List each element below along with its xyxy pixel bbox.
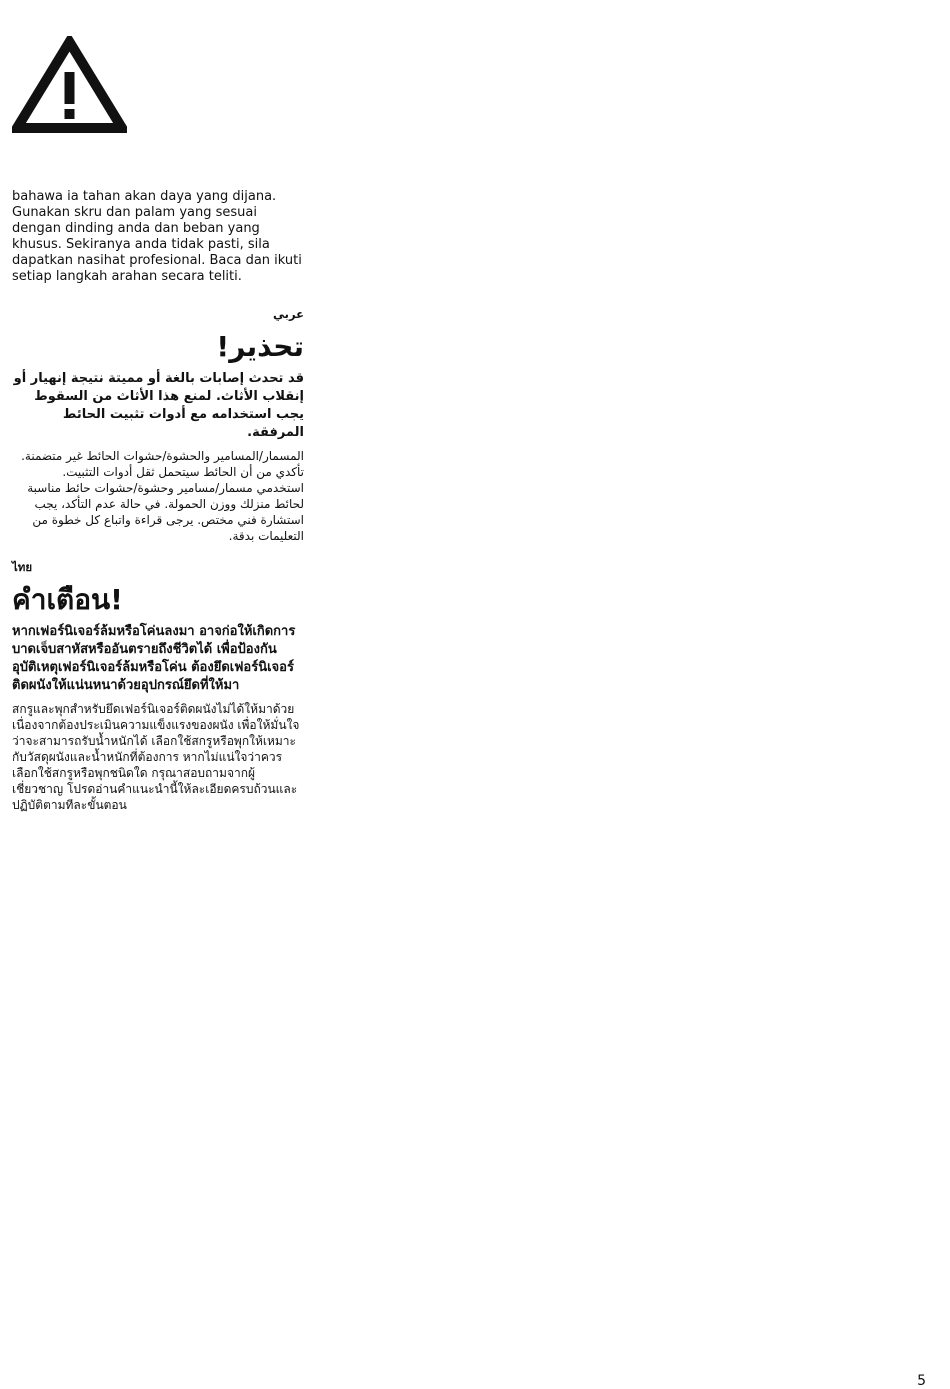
- continued-instructions: [12, 189, 304, 285]
- warning-triangle-icon: [12, 36, 127, 134]
- page-number: 5: [917, 1373, 926, 1389]
- section-arabic: [12, 306, 304, 544]
- language-label-arabic: عربي: [273, 307, 304, 321]
- warning-statement-arabic: قد تحدث إصابات بالغة أو مميتة نتيجة إنهيار أو إنقلاب الأثاث. لمنع هذا الأثاث من السقوط يجب استخدامه مع أدوات تثبيت الحائط المرفقة.: [13, 371, 304, 440]
- language-label-thai: ไทย: [12, 560, 33, 574]
- warning-body-thai: สกรูและพุกสำหรับยึดเฟอร์นิเจอร์ติดผนังไม่ได้ให้มาด้วย เนื่องจากต้องประเมินความแข็งแรงของผนัง เพื่อให้มั่นใจว่าจะสามารถรับน้ำหนักได้ เลือกใช้สกรูหรือพุกให้เหมาะกับวัสดุผนังและน้ำหนักที่ต้องการ หากไม่แน่ใจว่าควรเลือกใช้สกรูหรือพุกชนิดใด กรุณาสอบถามจากผู้เชี่ยวชาญ โปรดอ่านคำแนะนำนี้ให้ละเอียดครบถ้วนและปฏิบัติตามทีละขั้นตอน: [12, 702, 300, 812]
- warning-title-arabic: تحذير!: [216, 330, 304, 363]
- warning-title-thai: คำเตือน!: [12, 583, 123, 616]
- continued-text: bahawa ia tahan akan daya yang dijana. Gunakan skru dan palam yang sesuai dengan dinding anda dan beban yang khusus. Sekiranya anda tidak pasti, sila dapatkan nasihat profesional. Baca dan ikuti setiap langkah arahan secara teliti.: [12, 189, 302, 284]
- warning-body-arabic: المسمار/المسامير والحشوة/حشوات الحائط غير متضمنة. تأكدي من أن الحائط سيتحمل ثقل أدوات التثبيت. استخدمي مسمار/مسامير وحشوة/حشوات حائط مناسبة لحائط منزلك ووزن الحمولة. في حالة عدم التأكد، يجب استشارة فني مختص. يرجى قراءة واتباع كل خطوة من التعليمات بدقة.: [21, 449, 304, 543]
- section-thai: [12, 559, 304, 813]
- warning-statement-thai: หากเฟอร์นิเจอร์ล้มหรือโค่นลงมา อาจก่อให้เกิดการบาดเจ็บสาหัสหรืออันตรายถึงชีวิตได้ เพื่อป้องกันอุบัติเหตุเฟอร์นิเจอร์ล้มหรือโค่น ต้องยึดเฟอร์นิเจอร์ติดผนังให้แน่นหนาด้วยอุปกรณ์ยึดที่ให้มา: [12, 624, 296, 693]
